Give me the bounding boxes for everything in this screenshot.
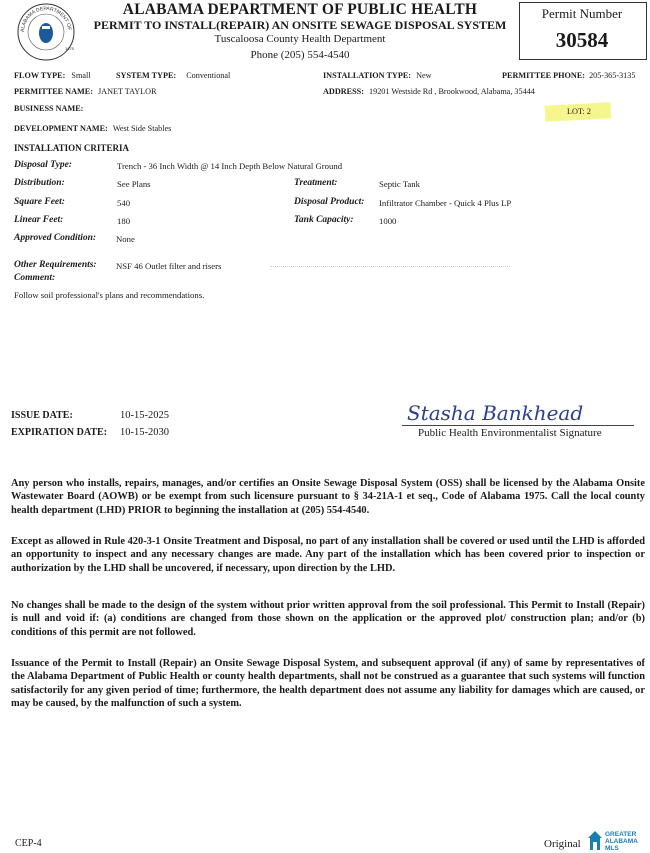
lot-number: LOT: 2: [567, 107, 591, 116]
approved-condition-value: None: [116, 234, 135, 244]
handwritten-signature: [403, 392, 643, 432]
licensing-paragraph: Any person who installs, repairs, manages, and/or certifies an Onsite Sewage Disposal System (OSS) shall be licensed by the Alabama Onsite Wastewater Board (AOWB) or be exempt from such licensure pursuant to § 34-21A-1 et seq., Code of Alabama 1975. Call the local county health department (LHD) PRIOR to beginning the installation at (205) 554-4540.: [11, 478, 645, 516]
seal-year: 1875: [65, 46, 74, 51]
flow-type-row: [14, 71, 91, 80]
treatment-value: Septic Tank: [379, 179, 420, 189]
business-name-row: [14, 104, 83, 113]
square-feet-label: Square Feet:: [14, 197, 65, 207]
distribution-value: See Plans: [117, 179, 151, 189]
signature-line: [402, 425, 634, 426]
permit-number: 30584: [555, 28, 609, 52]
installation-type-label: INSTALLATION TYPE:: [323, 71, 412, 80]
logo-line-3: MLS: [605, 845, 619, 852]
system-type-value: Conventional: [186, 71, 231, 80]
distribution-label: Distribution:: [14, 178, 65, 188]
comment-label: Comment:: [14, 273, 56, 283]
address-value: 19201 Westside Rd , Brookwood, Alabama, 35444: [369, 87, 535, 96]
signature-label: Public Health Environmentalist Signature: [418, 427, 602, 439]
comment-value: Follow soil professional's plans and recommendations.: [14, 290, 205, 300]
flow-type-value: Small: [71, 71, 91, 80]
system-type-row: [116, 71, 230, 80]
logo-line-1: GREATER: [605, 831, 637, 838]
form-code: CEP-4: [15, 838, 42, 849]
address-row: [323, 87, 535, 96]
issue-date-value: 10-15-2025: [120, 410, 169, 421]
development-name-row: [14, 124, 171, 133]
installation-type-value: New: [416, 71, 432, 80]
treatment-label: Treatment:: [294, 178, 338, 188]
department-phone: Phone (205) 554-4540: [250, 49, 350, 61]
tank-capacity-value: 1000: [379, 216, 397, 226]
linear-feet-value: 180: [117, 216, 131, 226]
system-type-label: SYSTEM TYPE:: [116, 71, 177, 80]
disposal-type-value: Trench - 36 Inch Width @ 14 Inch Depth Below Natural Ground: [117, 161, 343, 171]
copy-type: Original: [544, 838, 581, 850]
development-name-value: West Side Stables: [112, 124, 172, 133]
permittee-name-row: [14, 87, 157, 96]
faint-rule: [270, 266, 510, 267]
square-feet-value: 540: [117, 198, 131, 208]
permittee-phone-row: [502, 71, 635, 80]
business-name-label: BUSINESS NAME:: [14, 104, 84, 113]
seal-text: ALABAMA DEPARTMENT OF: [19, 5, 72, 33]
other-requirements-label: Other Requirements:: [14, 260, 97, 270]
liability-paragraph: Issuance of the Permit to Install (Repair) an Onsite Sewage Disposal System, and subsequent approval (if any) of same by representatives of the Alabama Department of Public Health or county health departments, shall not be construed as a guarantee that such systems will function satisfactorily for any given period of time; furthermore, the health department does not assume any liability for damages which are caused, or may be caused, by the malfunction of such a system.: [11, 658, 645, 710]
adph-seal-logo: [16, 2, 76, 62]
permittee-phone-label: PERMITTEE PHONE:: [502, 71, 586, 80]
approved-condition-label: Approved Condition:: [14, 233, 97, 243]
flow-type-label: FLOW TYPE:: [14, 71, 66, 80]
permit-number-label: Permit Number: [541, 6, 623, 21]
disposal-product-value: Infiltrator Chamber - Quick 4 Plus LP: [379, 198, 512, 208]
document-title: ALABAMA DEPARTMENT OF PUBLIC HEALTH: [122, 1, 478, 18]
greater-alabama-mls-logo: [586, 828, 648, 852]
logo-line-2: ALABAMA: [605, 838, 638, 845]
tank-capacity-label: Tank Capacity:: [294, 215, 354, 225]
permittee-phone-value: 205-365-3135: [589, 71, 636, 80]
expiration-date-label: EXPIRATION DATE:: [11, 427, 108, 438]
development-name-label: DEVELOPMENT NAME:: [14, 124, 108, 133]
disposal-product-label: Disposal Product:: [294, 197, 365, 207]
issue-date-label: ISSUE DATE:: [11, 410, 73, 421]
other-requirements-value: NSF 46 Outlet filter and risers: [116, 261, 222, 271]
changes-paragraph: No changes shall be made to the design of the system without prior written approval from the soil professional. This Permit to Install (Repair) is null and void if: (a) conditions are changed from those shown on the application or the approved plot/ construction plan; and/or (b) conditions of this permit are not followed.: [11, 600, 645, 638]
expiration-date-value: 10-15-2030: [120, 427, 169, 438]
department-name: Tuscaloosa County Health Department: [214, 33, 386, 45]
permittee-name-value: JANET TAYLOR: [97, 87, 157, 96]
signature-name: Stasha Bankhead: [407, 401, 584, 425]
linear-feet-label: Linear Feet:: [14, 215, 64, 225]
address-label: ADDRESS:: [323, 87, 364, 96]
installation-criteria-heading: INSTALLATION CRITERIA: [14, 143, 129, 153]
document-subtitle: PERMIT TO INSTALL(REPAIR) AN ONSITE SEWAGE DISPOSAL SYSTEM: [93, 18, 507, 32]
installation-type-row: [323, 71, 432, 80]
permittee-name-label: PERMITTEE NAME:: [14, 87, 93, 96]
inspection-paragraph: Except as allowed in Rule 420-3-1 Onsite Treatment and Disposal, no part of any installation shall be covered or used until the LHD is afforded an opportunity to inspect and any necessary changes are made. Any part of the installation which has been covered prior to inspection or authorization by the LHD shall be uncovered, if necessary, upon direction by the LHD.: [11, 536, 645, 574]
disposal-type-label: Disposal Type:: [14, 160, 72, 170]
